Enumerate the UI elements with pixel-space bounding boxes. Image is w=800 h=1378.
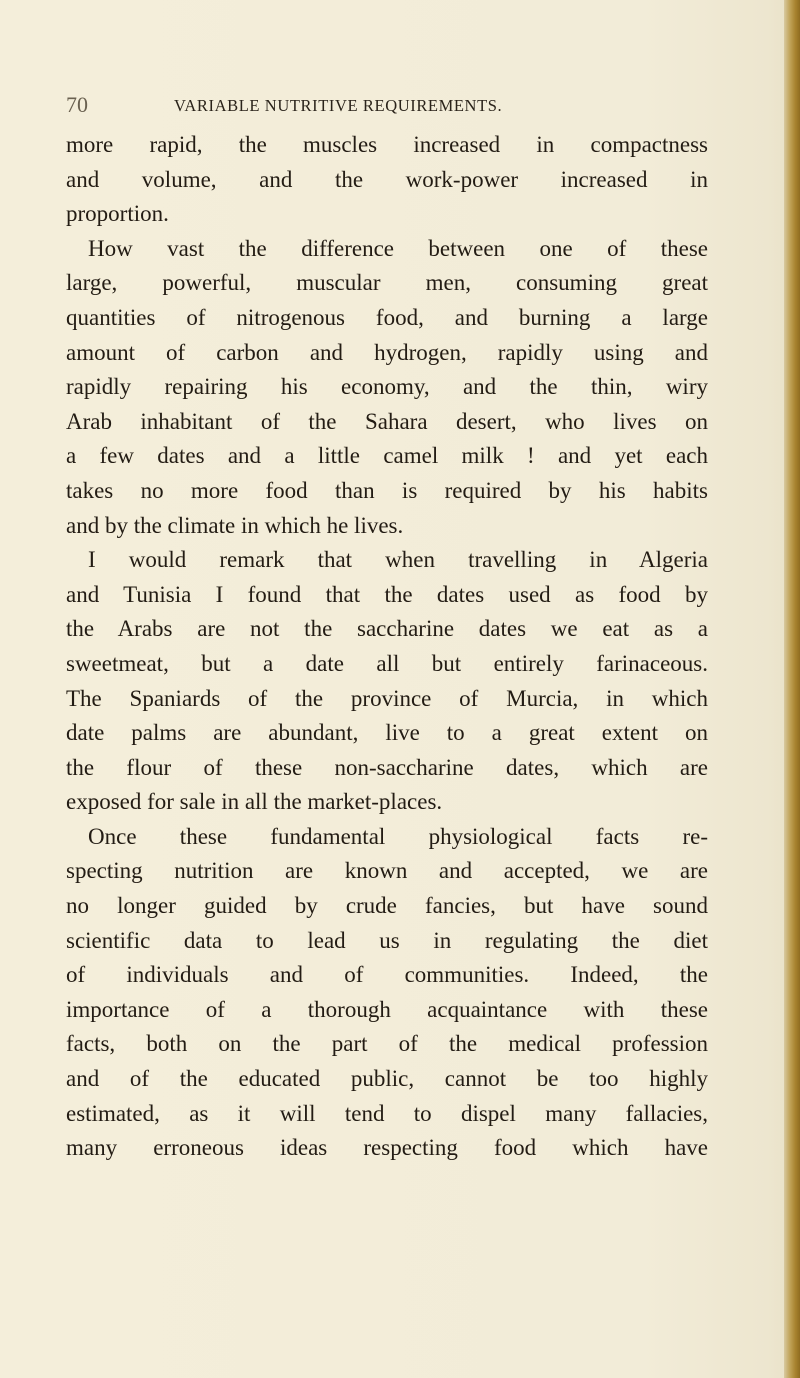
body-text [66, 128, 708, 1166]
text-line: and volume, and the work-power increased in [66, 166, 708, 192]
page-number: 70 [66, 92, 88, 117]
text-line: Arab inhabitant of the Sahara desert, who lives on [66, 408, 708, 434]
text-line: The Spaniards of the province of Murcia, in which [66, 685, 708, 711]
text-line: estimated, as it will tend to dispel many fallacies, [66, 1100, 708, 1126]
text-line: no longer guided by crude fancies, but have sound [66, 893, 708, 919]
text-line: sweetmeat, but a date all but entirely farinaceous. [66, 650, 708, 676]
text-line: many erroneous ideas respecting food which have [66, 1135, 708, 1161]
text-line: date palms are abundant, live to a great extent on [66, 720, 708, 746]
text-line: proportion. [66, 201, 169, 227]
running-head: VARIABLE NUTRITIVE REQUIREMENTS. [174, 96, 503, 115]
text-line: large, powerful, muscular men, consuming great [66, 270, 708, 296]
text-line: and by the climate in which he lives. [66, 512, 404, 538]
text-line: a few dates and a little camel milk ! and yet each [66, 443, 708, 469]
text-line: takes no more food than is required by his habits [66, 477, 708, 503]
text-line: amount of carbon and hydrogen, rapidly using and [66, 339, 708, 365]
text-line: rapidly repairing his economy, and the thin, wiry [66, 374, 708, 400]
text-line: and of the educated public, cannot be too highly [66, 1066, 708, 1092]
text-line: importance of a thorough acquaintance with these [66, 996, 708, 1022]
page-header [66, 92, 706, 122]
text-line: and Tunisia I found that the dates used as food by [66, 581, 708, 607]
text-line: quantities of nitrogenous food, and burning a large [66, 304, 708, 330]
text-line: the Arabs are not the saccharine dates we eat as a [66, 616, 708, 642]
text-line: more rapid, the muscles increased in compactness [66, 132, 708, 157]
text-line: Once these fundamental physiological facts re- [88, 823, 708, 849]
text-line: facts, both on the part of the medical profession [66, 1031, 708, 1057]
text-line: I would remark that when travelling in Algeria [88, 547, 708, 573]
text-line: of individuals and of communities. Indeed, the [66, 962, 708, 988]
text-line: specting nutrition are known and accepted, we are [66, 858, 708, 884]
page-edge [784, 0, 800, 1378]
text-line: scientific data to lead us in regulating the diet [66, 927, 708, 953]
text-line: the flour of these non-saccharine dates, which are [66, 754, 708, 780]
text-line: exposed for sale in all the market-places. [66, 789, 443, 815]
text-line: How vast the difference between one of these [88, 235, 708, 261]
